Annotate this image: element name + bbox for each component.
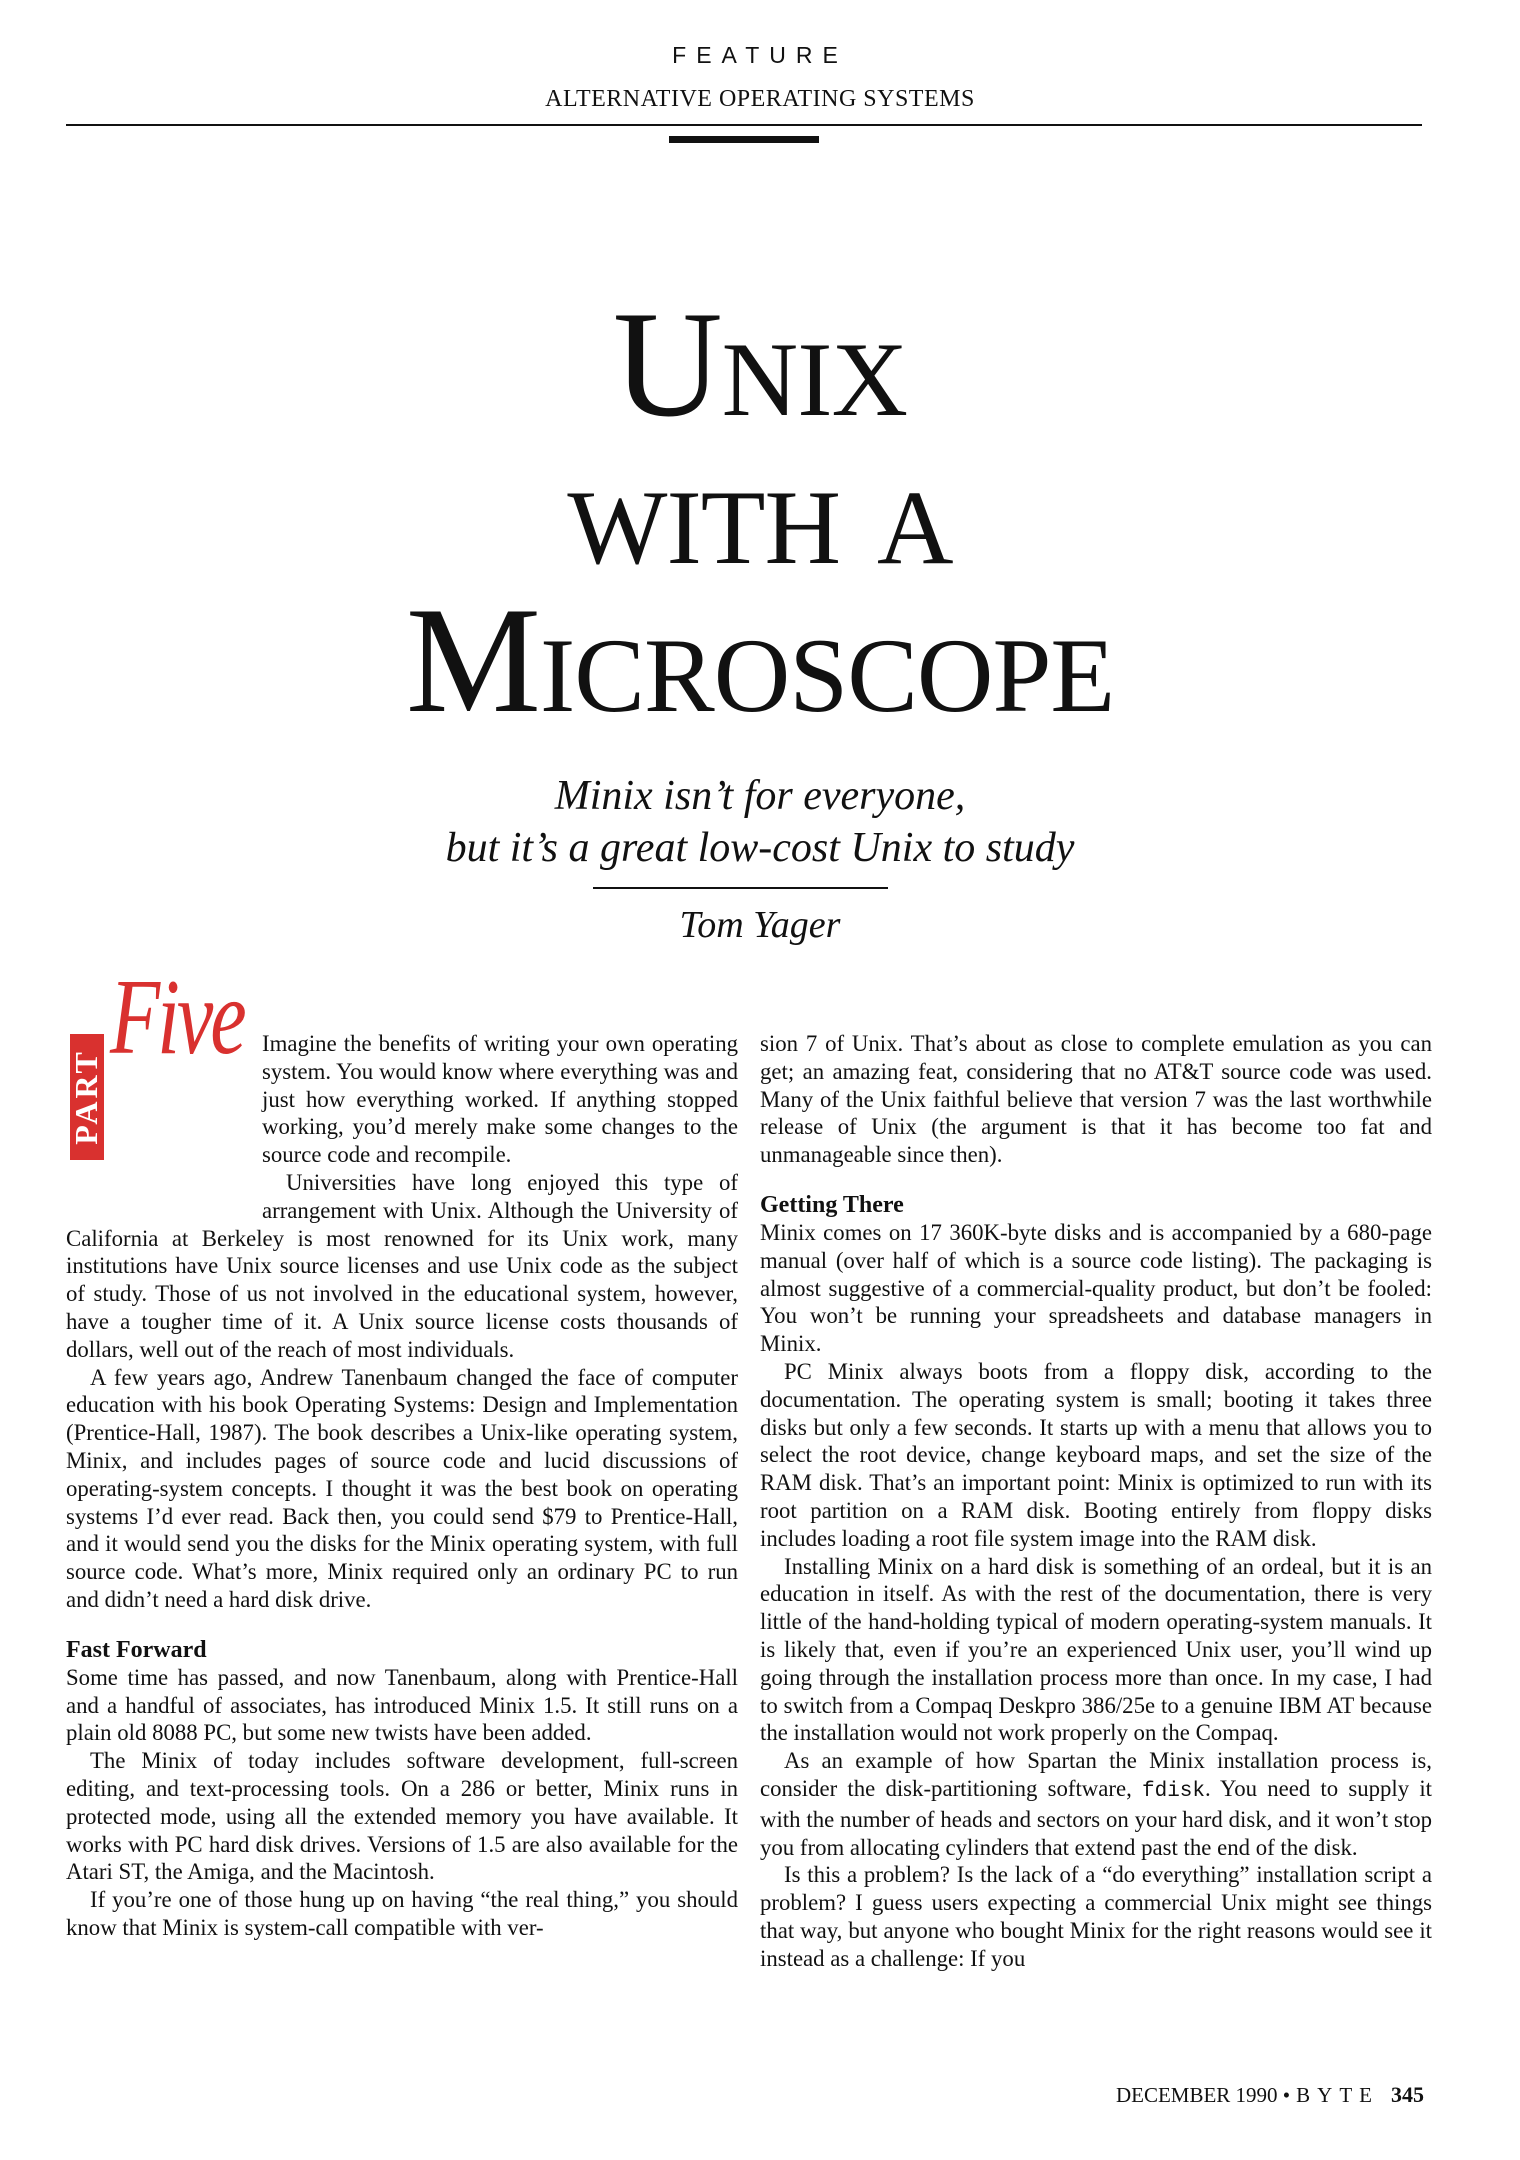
section-title: ALTERNATIVE OPERATING SYSTEMS — [545, 86, 975, 112]
issue-date: DECEMBER 1990 • — [1115, 2083, 1291, 2107]
header-accent-rule — [669, 136, 819, 143]
right-paragraph-3: PC Minix always boots from a floppy disk, according to the documentation. The operating system is small; booting it takes three disks but only a few seconds. It starts up with a menu that allows you to select the root device, change keyboard maps, and set the size of the RAM disk. That’s an important point: Minix is optimized to run with its root partition on a RAM disk. Booting entirely from floppy disks includes loading a root file system image into the RAM disk. — [760, 1358, 1432, 1551]
right-column — [760, 1030, 1432, 1973]
left-paragraph-4: Some time has passed, and now Tanenbaum, along with Prentice-Hall and a handful of associates, has introduced Minix 1.5. It still runs on a plain old 8088 PC, but some new twists have been added. — [66, 1664, 738, 1746]
left-paragraph-3: A few years ago, Andrew Tanenbaum changed the face of computer education with his book Operating Systems: Design and Implementation (Prentice-Hall, 1987). The book describes a Unix-like operating system, Minix, and includes pages of source code and lucid discussions of operating-system concepts. I thought it was the best book on operating systems I’d ever read. Back then, you could send $79 to Prentice-Hall, and it would send you the disks for the Minix operating system, with full source code. What’s more, Minix required only an ordinary PC to run and didn’t need a hard disk drive. — [66, 1364, 738, 1612]
byline: Tom Yager — [679, 904, 841, 946]
magazine-name: BYTE — [1296, 2083, 1379, 2107]
deck-line-1: Minix isn’t for everyone, — [554, 773, 966, 819]
right-paragraph-6: Is this a problem? Is the lack of a “do everything” installation script a problem? I guess users expecting a commercial Unix might see things that way, but anyone who bought Minix for the right reasons would see it instead as a challenge: If you — [760, 1862, 1432, 1971]
byline-rule — [593, 887, 888, 889]
right-paragraph-4: Installing Minix on a hard disk is something of an ordeal, but it is an education in itself. As with the rest of the documentation, there is very little of the hand-holding typical of modern operating-system manuals. It is likely that, even if you’re an experienced Unix user, you’ll wind up going through the installation process more than once. In my case, I had to switch from a Compaq Deskpro 386/25e to a genuine IBM AT because the installation would not work properly on the Compaq. — [760, 1553, 1432, 1746]
section-heading-fast-forward: Fast Forward — [66, 1636, 207, 1663]
deck-line-2: but it’s a great low-cost Unix to study — [445, 825, 1075, 871]
title-line-2: with a — [567, 428, 953, 596]
part-five-drop-cap — [66, 958, 256, 1208]
part-label: PART — [68, 1049, 105, 1145]
right-paragraph-5-start: As an example of how Spartan the Minix installation process is, consider the disk-partitioning software, — [760, 1748, 1432, 1801]
right-paragraph-5 — [760, 1747, 1432, 1861]
title-line-3: Microscope — [405, 576, 1115, 744]
section-heading-getting-there: Getting There — [760, 1191, 904, 1218]
left-paragraph-5: The Minix of today includes software development, full-screen editing, and text-processing tools. On a 286 or better, Minix runs in protected mode, using all the extended memory you have available. It works with PC hard disk drives. Versions of 1.5 are also available for the Atari ST, the Amiga, and the Macintosh. — [66, 1748, 738, 1885]
part-number-word: Five — [110, 958, 244, 1077]
header-rule — [66, 124, 1422, 126]
article-deck — [0, 770, 1520, 874]
article-title — [0, 280, 1520, 744]
right-paragraph-2: Minix comes on 17 360K-byte disks and is accompanied by a 680-page manual (over half of which is a source code listing). The packaging is almost suggestive of a commercial-quality product, but don’t be fooled: You won’t be running your spreadsheets and database managers in Minix. — [760, 1219, 1432, 1357]
title-line-1: Unix — [612, 280, 908, 448]
page-number: 345 — [1391, 2082, 1424, 2107]
left-column — [66, 958, 738, 1942]
page-footer — [1116, 2082, 1424, 2108]
left-paragraph-1: Imagine the benefits of writing your own operating system. You would know where everything was and just how everything worked. If anything stopped working, you’d merely make some changes to the source code and recompile. — [262, 1031, 738, 1168]
right-paragraph-1: sion 7 of Unix. That’s about as close to complete emulation as you can get; an amazing feat, considering that no AT&T source code was used. Many of the Unix faithful believe that version 7 was the last worthwhile release of Unix (the argument is that it has become too fat and unmanageable since then). — [760, 1031, 1432, 1168]
part-label-box — [70, 1034, 104, 1160]
section-kicker: FEATURE — [672, 42, 848, 68]
left-paragraph-6: If you’re one of those hung up on having “the real thing,” you should know that Minix is system-call compatible with ver- — [66, 1887, 738, 1940]
right-paragraph-5-end: . You need to supply it with the number of heads and sectors on your hard disk, and it won’t stop you from allocating cylinders that extend past the end of the disk. — [760, 1775, 1432, 1860]
left-paragraph-2: Universities have long enjoyed this type of arrangement with Unix. Although the University of California at Berkeley is most renowned for its Unix work, many institutions have Unix source licenses and use Unix code as the subject of study. Those of us not involved in the educational system, however, have a tougher time of it. A Unix source license costs thousands of dollars, well out of the reach of most individuals. — [66, 1169, 738, 1362]
fdisk-command: fdisk — [1141, 1779, 1205, 1803]
